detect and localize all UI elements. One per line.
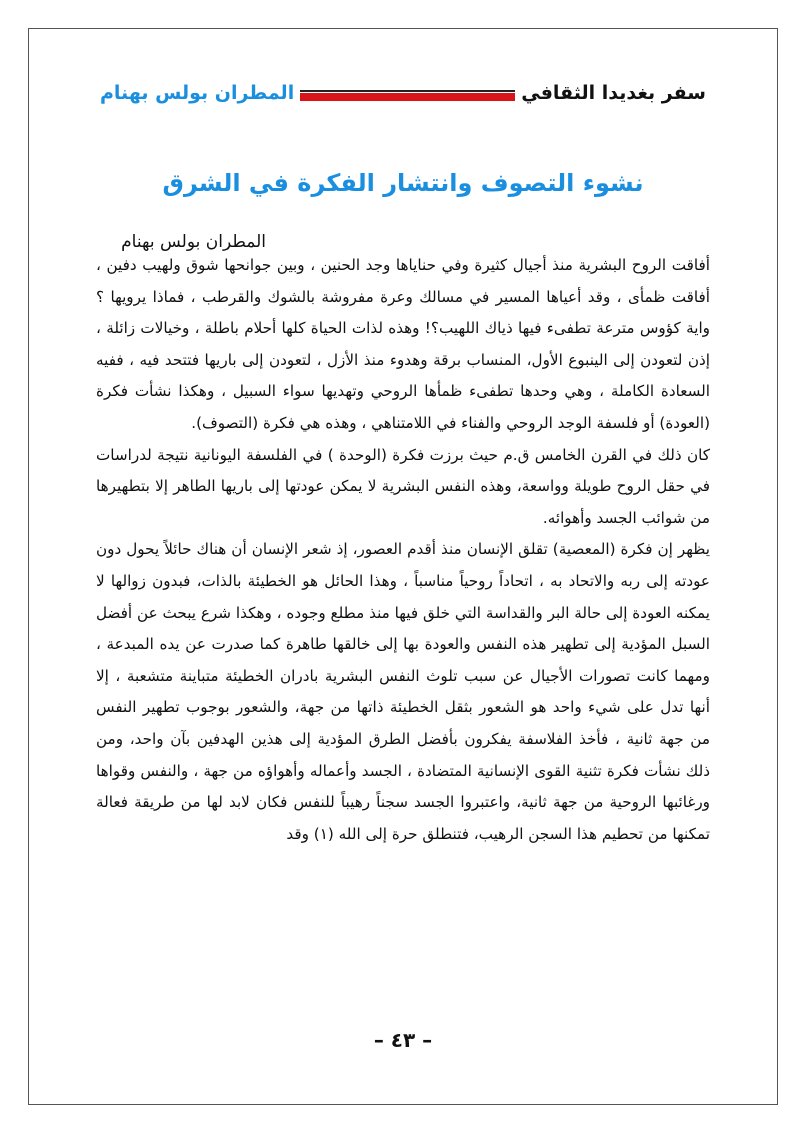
article-body xyxy=(96,250,710,850)
article-author: المطران بولس بهنام xyxy=(121,232,266,252)
paragraph: أفاقت الروح البشرية منذ أجيال كثيرة وفي حناياها وجد الحنين ، وبين جوانحها شوق ولهيب دفين ، أفاقت ظمأى ، وقد أعياها المسير في مسالك وعرة مفروشة بالشوك والقرطب ، فماذا يرويها ؟ واية كؤوس مترعة تطفىء فيها ذياك اللهيب؟! وهذه لذات الحياة كلها أحلام باطلة ، وخيالات زائلة ، إذن لتعودن إلى الينبوع الأول، المنساب برقة وهدوء منذ الأزل ، لتعودن إلى باريها فتتحد فيه ، ففيه السعادة الكاملة ، وهي وحدها تطفىء ظمأها الروحي وتهديها سواء السبيل ، وهكذا نشأت فكرة (العودة) أو فلسفة الوجد الروحي والفناء في اللامتناهي ، وهذه هي فكرة (التصوف). xyxy=(96,256,710,432)
book-title: سفر بغديدا الثقافي xyxy=(515,79,712,107)
header-author-name: المطران بولس بهنام xyxy=(94,79,300,107)
paragraph: كان ذلك في القرن الخامس ق.م حيث برزت فكرة (الوحدة ) في الفلسفة اليونانية نتيجة لدراسات في حقل الروح طويلة وواسعة، وهذه النفس البشرية لا يمكن عودتها إلى باريها الطاهر إلا بتطهيرها من شوائب الجسد وأهوائه. xyxy=(96,445,710,527)
article-title: نشوء التصوف وانتشار الفكرة في الشرق xyxy=(162,169,644,197)
paragraph: يظهر إن فكرة (المعصية) تقلق الإنسان منذ أقدم العصور، إذ شعر الإنسان أن هناك حائلاً يحول دون عودته إلى ربه والاتحاد به ، اتحاداً روحياً مناسباً ، وهذا الحائل هو الخطيئة بالذات، فبدون زوالها لا يمكنه العودة إلى حالة البر والقداسة التي خلق فيها منذ مطلع وجوده ، وهكذا شرع يبحث عن أفضل السبل المؤدية إلى تطهير هذه النفس والعودة بها إلى خالقها طاهرة كما صدرت عن يده المبدعة ، ومهما كانت تصورات الأجيال عن سبب تلوث النفس البشرية بادران الخطيئة متباينة متشعبة ، إلا أنها تدل على شيء واحد هو الشعور بثقل الخطيئة ذاتها من جهة، والشعور بوجوب تطهير النفس من جهة ثانية ، فأخذ الفلاسفة يفكرون بأفضل الطرق المؤدية إلى هذين الهدفين بآن واحد، ومن ذلك نشأت فكرة تثنية القوى الإنسانية المتضادة ، الجسد وأعماله وأهواؤه من جهة ، والنفس وقواها ورغائبها الروحية من جهة ثانية، واعتبروا الجسد سجناً رهيباً للنفس فكان لابد لها من طريقة فعالة تمكنها من تحطيم هذا السجن الرهيب، فتنطلق حرة إلى الله (١) وقد xyxy=(96,540,710,843)
page-number: – ٤٣ – xyxy=(373,1028,433,1052)
